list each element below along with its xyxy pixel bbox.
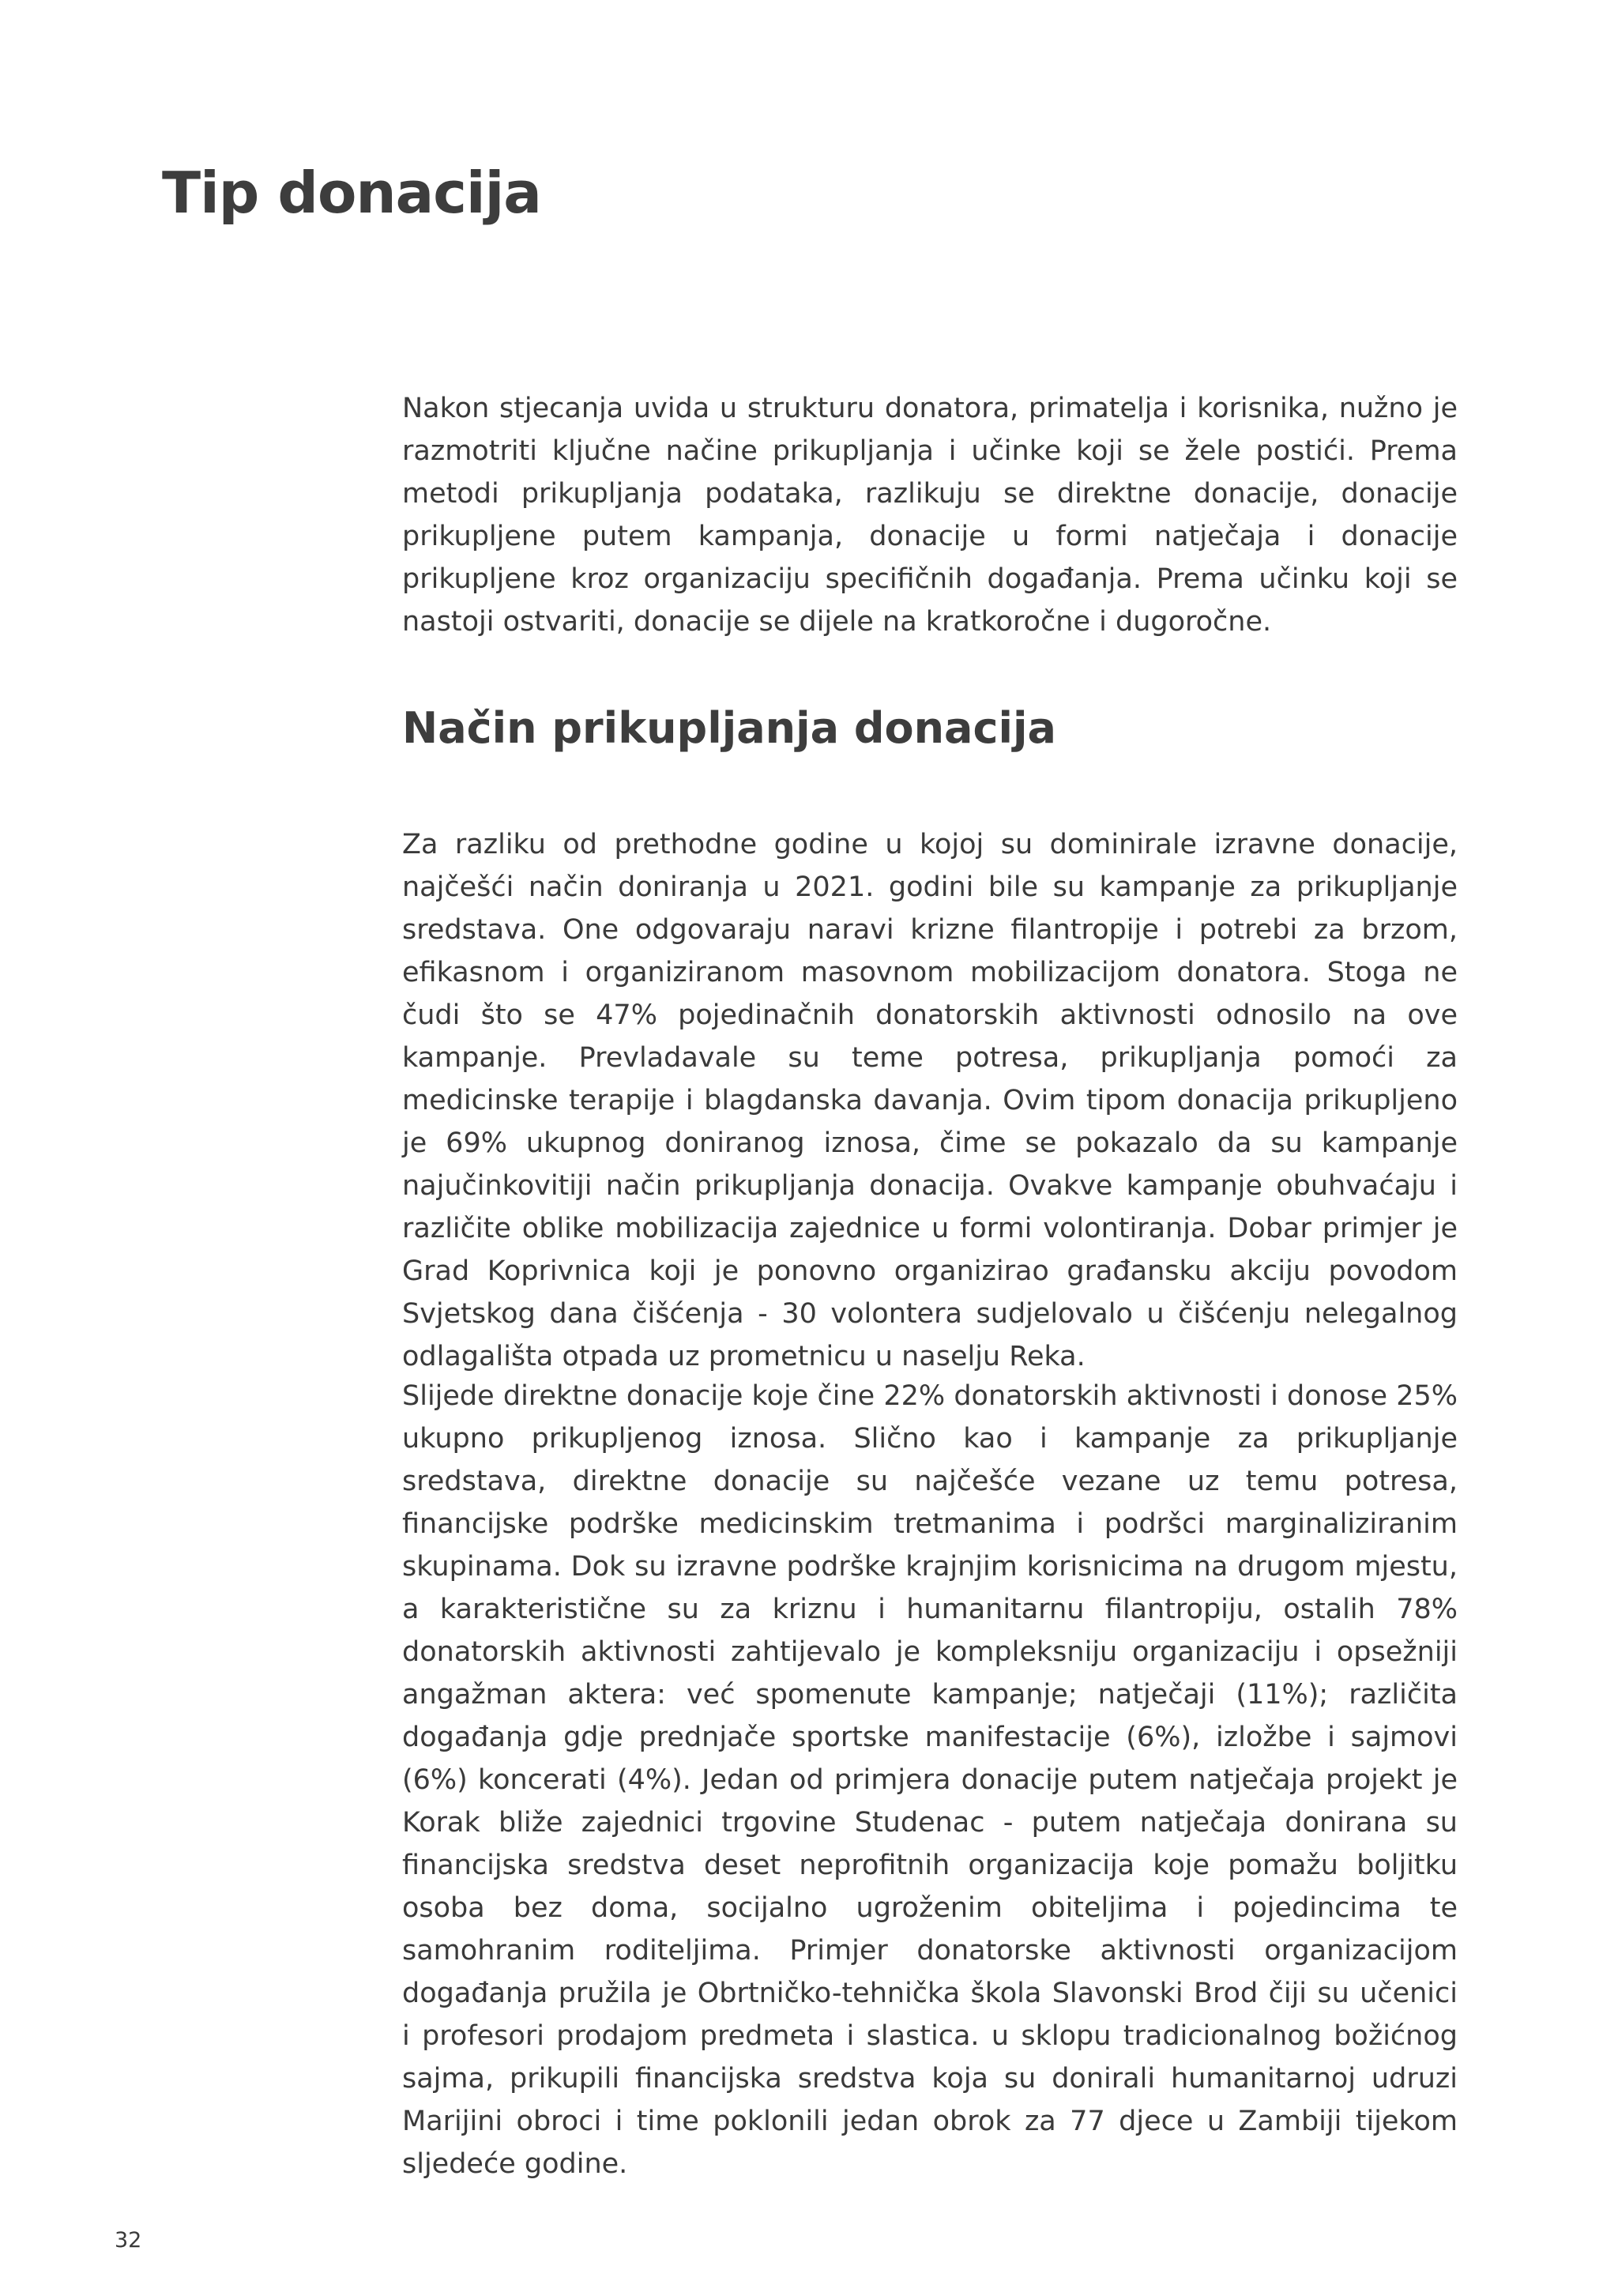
body-paragraph-1-block — [402, 823, 1458, 1378]
section-heading: Način prikupljanja donacija — [402, 703, 1056, 753]
body-paragraph-2-block — [402, 1375, 1458, 2185]
page-title: Tip donacija — [162, 160, 541, 226]
body-paragraph-1: Za razliku od prethodne godine u kojoj su dominirale izravne donacije, najčešći način doniranja u 2021. godini bile su kampanje za prikupljanje sredstava. One odgovaraju naravi krizne filantropije i potrebi za brzom, efikasnom i organiziranom masovnom mobilizacijom donatora. Stoga ne čudi što se 47% pojedinačnih donatorskih aktivnosti odnosilo na ove kampanje. Prevladavale su teme potresa, prikupljanja pomoći za medicinske terapije i blagdanska davanja. Ovim tipom donacija prikupljeno je 69% ukupnog doniranog iznosa, čime se pokazalo da su kampanje najučinkovitiji način prikupljanja donacija. Ovakve kampanje obuhvaćaju i različite oblike mobilizacija zajednice u formi volontiranja. Dobar primjer je Grad Koprivnica koji je ponovno organizirao građansku akciju povodom Svjetskog dana čišćenja - 30 volontera sudjelovalo u čišćenju nelegalnog odlagališta otpada uz prometnicu u naselju Reka. — [402, 829, 1458, 1372]
body-paragraph-2: Slijede direktne donacije koje čine 22% donatorskih aktivnosti i donose 25% ukupno prikupljenog iznosa. Slično kao i kampanje za prikupljanje sredstava, direktne donacije su najčešće vezane uz temu potresa, financijske podrške medicinskim tretmanima i podršci marginaliziranim skupinama. Dok su izravne podrške krajnjim korisnicima na drugom mjestu, a karakteristične su za kriznu i humanitarnu filantropiju, ostalih 78% donatorskih aktivnosti zahtijevalo je kompleksniju organizaciju i opsežniji angažman aktera: već spomenute kampanje; natječaji (11%); različita događanja gdje prednjače sportske manifestacije (6%), izložbe i sajmovi (6%) koncerati (4%). Jedan od primjera donacije putem natječaja projekt je Korak bliže zajednici trgovine Studenac - putem natječaja donirana su financijska sredstva deset neprofitnih organizacija koje pomažu boljitku osoba bez doma, socijalno ugroženim obiteljima i pojedincima te samohranim roditeljima. Primjer donatorske aktivnosti organizacijom događanja pružila je Obrtničko-tehnička škola Slavonski Brod čiji su učenici i profesori prodajom predmeta i slastica. u sklopu tradicionalnog božićnog sajma, prikupili financijska sredstva koja su donirali humanitarnoj udruzi Marijini obroci i time poklonili jedan obrok za 77 djece u Zambiji tijekom sljedeće godine. — [402, 1380, 1458, 2180]
intro-paragraph-block — [402, 387, 1458, 643]
page-number: 32 — [115, 2228, 142, 2253]
intro-paragraph: Nakon stjecanja uvida u strukturu donatora, primatelja i korisnika, nužno je razmotriti ključne načine prikupljanja i učinke koji se žele postići. Prema metodi prikupljanja podataka, razlikuju se direktne donacije, donacije prikupljene putem kampanja, donacije u formi natječaja i donacije prikupljene kroz organizaciju specifičnih događanja. Prema učinku koji se nastoji ostvariti, donacije se dijele na kratkoročne i dugoročne. — [402, 393, 1458, 638]
